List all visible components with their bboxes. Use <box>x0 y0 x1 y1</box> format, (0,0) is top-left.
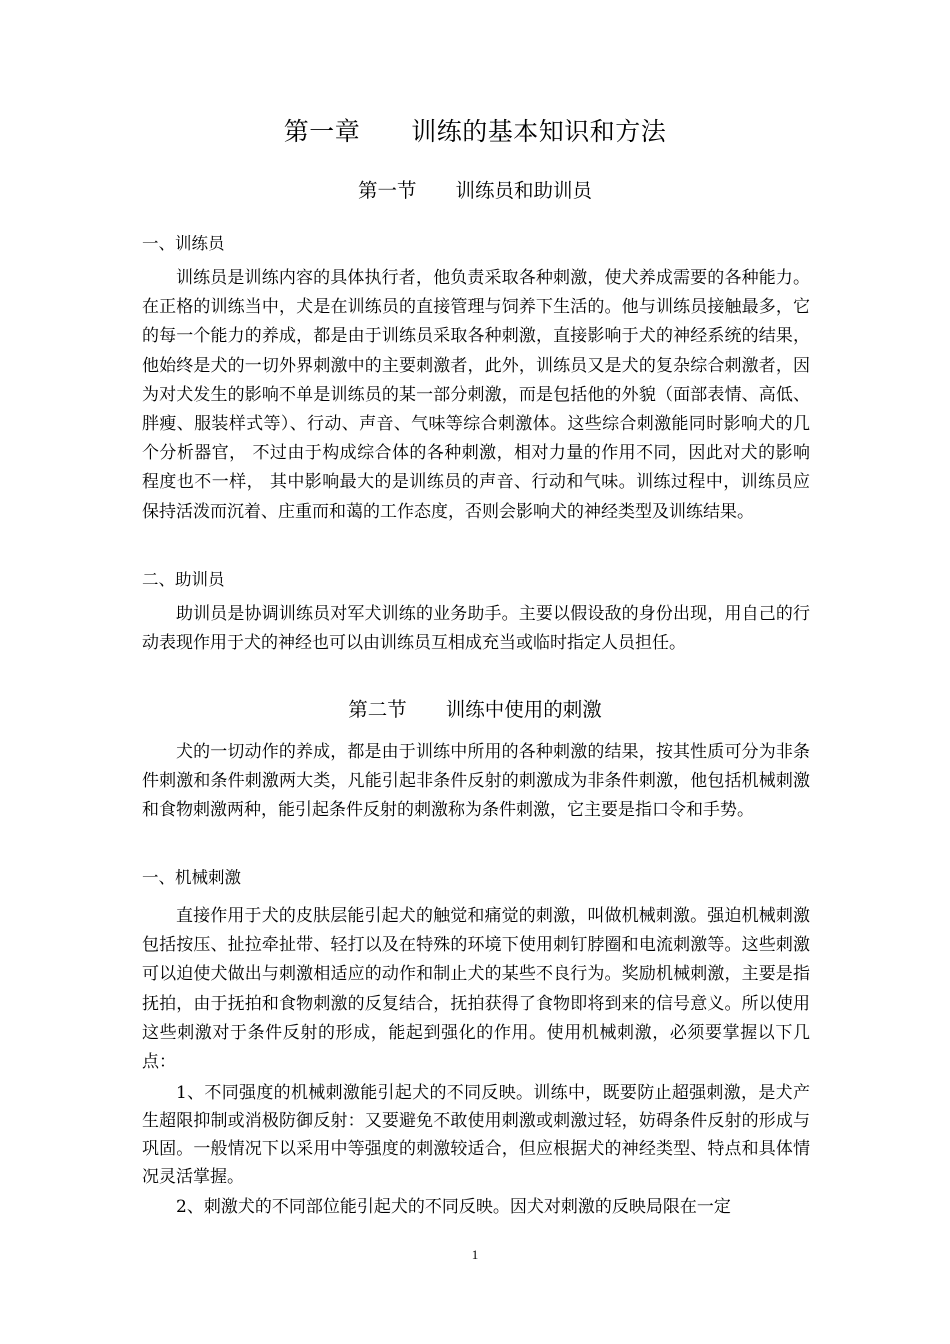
page-number: 1 <box>471 1247 479 1262</box>
heading-trainer: 一、训练员 <box>142 234 225 253</box>
section-2-title: 第二节 训练中使用的刺激 <box>348 698 602 721</box>
trainer-paragraph: 训练员是训练内容的具体执行者，他负责采取各种刺激，使犬养成需要的各种能力。在正格的训练当中，犬是在训练员的直接管理与饲养下生活的。他与训练员接触最多，它的每一个能力的养成，都是由于训练员采取各种刺激，直接影响于犬的神经系统的结果，他始终是犬的一切外界刺激中的主要刺激者，此外，训练员又是犬的复杂综合刺激者，因为对犬发生的影响不单是训练员的某一部分刺激，而是包括他的外貌（面部表情、高低、胖瘦、服装样式等）、行动、声音、气味等综合刺激体。这些综合刺激能同时影响犬的几个分析器官， 不过由于构成综合体的各种刺激，相对力量的作用不同，因此对犬的影响程度也不一样， 其中影响最大的是训练员的声音、行动和气味。训练过程中，训练员应保持活泼而沉着、庄重而和蔼的工作态度，否则会影响犬的神经类型及训练结果。 <box>142 268 810 522</box>
heading-mechanical: 一、机械刺激 <box>142 868 241 887</box>
point-2-paragraph: 2、刺激犬的不同部位能引起犬的不同反映。因犬对刺激的反映局限在一定 <box>176 1197 731 1217</box>
chapter-title: 第一章 训练的基本知识和方法 <box>283 117 667 146</box>
stimulus-intro-paragraph: 犬的一切动作的养成，都是由于训练中所用的各种刺激的结果，按其性质可分为非条件刺激和条件刺激两大类，凡能引起非条件反射的刺激成为非条件刺激，他包括机械刺激和食物刺激两种，能引起条件反射的刺激称为条件刺激，它主要是指口令和手势。 <box>142 742 810 821</box>
mechanical-paragraph: 直接作用于犬的皮肤层能引起犬的触觉和痛觉的刺激，叫做机械刺激。强迫机械刺激包括按压、扯拉牵扯带、轻打以及在特殊的环境下使用刺钉脖圈和电流刺激等。这些刺激可以迫使犬做出与刺激相适应的动作和制止犬的某些不良行为。奖励机械刺激，主要是指抚拍，由于抚拍和食物刺激的反复结合，抚拍获得了食物即将到来的信号意义。所以使用这些刺激对于条件反射的形成，能起到强化的作用。使用机械刺激，必须要掌握以下几点： <box>142 906 810 1073</box>
heading-assistant: 二、助训员 <box>142 570 225 589</box>
point-1-paragraph: 1、不同强度的机械刺激能引起犬的不同反映。训练中，既要防止超强刺激，是犬产生超限抑制或消极防御反射：又要避免不敢使用刺激或刺激过轻，妨碍条件反射的形成与巩固。一般情况下以采用中等强度的刺激较适合，但应根据犬的神经类型、特点和具体情况灵活掌握。 <box>142 1083 810 1187</box>
section-1-title: 第一节 训练员和助训员 <box>357 179 592 202</box>
assistant-paragraph: 助训员是协调训练员对军犬训练的业务助手。主要以假设敌的身份出现，用自己的行动表现作用于犬的神经也可以由训练员互相成充当或临时指定人员担任。 <box>142 604 810 654</box>
